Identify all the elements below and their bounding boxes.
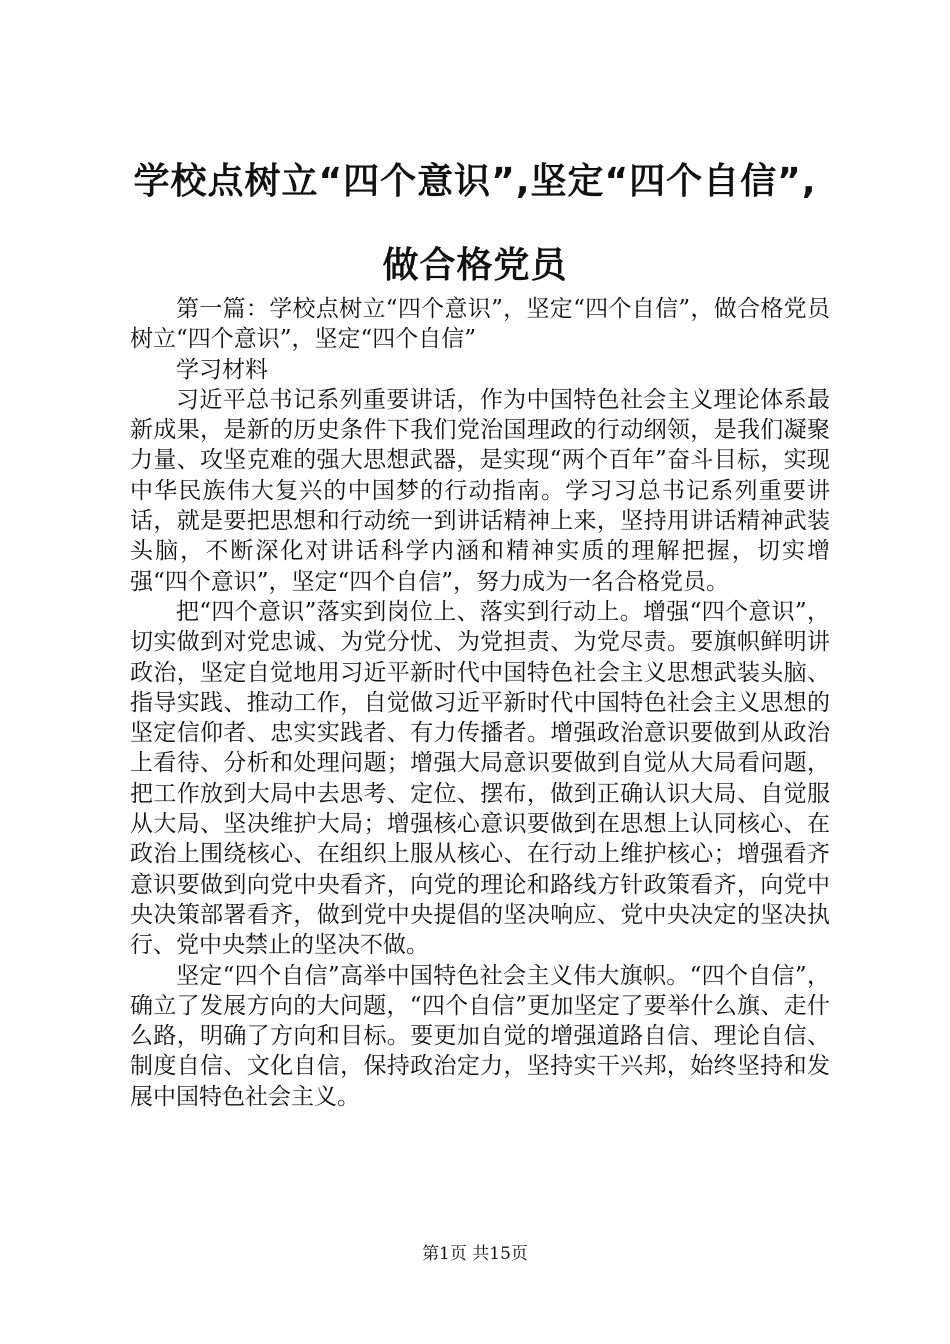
paragraph-study-material: 学习材料 (176, 356, 268, 383)
page-number-footer: 第1页 共15页 (422, 1244, 528, 1264)
paragraph-intro: 习近平总书记系列重要讲话，作为中国特色社会主义理论体系最新成果，是新的历史条件下我们党治国理政的行动纲领，是我们凝聚力量、攻坚克难的强大思想武器，是实现“两个百年”奋斗目标，实现中华民族伟大复兴的中国梦的行动指南。学习习总书记系列重要讲话，就是要把思想和行动统一到讲话精神上来，坚持用讲话精神武装头脑，不断深化对讲话科学内涵和精神实质的理解把握，切实增强“四个意识”，坚定“四个自信”，努力成为一名合格党员。 (130, 386, 830, 595)
paragraph-four-consciousness: 把“四个意识”落实到岗位上、落实到行动上。增强“四个意识”，切实做到对党忠诚、为党分忧、为党担责、为党尽责。要旗帜鲜明讲政治，坚定自觉地用习近平新时代中国特色社会主义思想武装头脑、指导实践、推动工作，自觉做习近平新时代中国特色社会主义思想的坚定信仰者、忠实实践者、有力传播者。增强政治意识要做到从政治上看待、分析和处理问题；增强大局意识要做到自觉从大局看问题，把工作放到大局中去思考、定位、摆布，做到正确认识大局、自觉服从大局、坚决维护大局；增强核心意识要做到在思想上认同核心、在政治上围绕核心、在组织上服从核心、在行动上维护核心；增强看齐意识要做到向党中央看齐，向党的理论和路线方针政策看齐，向党中央决策部署看齐，做到党中央提倡的坚决响应、党中央决定的坚决执行、党中央禁止的坚决不做。 (130, 598, 830, 959)
document-title-line-1: 学校点树立“四个意识”,坚定“四个自信”, (133, 161, 817, 202)
paragraph-four-confidence: 坚定“四个自信”高举中国特色社会主义伟大旗帜。“四个自信”，确立了发展方向的大问题，“四个自信”更加坚定了要举什么旗、走什么路，明确了方向和目标。要更加自觉的增强道路自信、理论自信、制度自信、文化自信，保持政治定力，坚持实干兴邦，始终坚持和发展中国特色社会主义。 (130, 962, 830, 1110)
paragraph-chapter-heading: 第一篇：学校点树立“四个意识”，坚定“四个自信”，做合格党员树立“四个意识”，坚定“四个自信” (130, 296, 830, 353)
document-body (130, 294, 830, 1112)
document-title-line-2: 做合格党员 (382, 245, 568, 286)
